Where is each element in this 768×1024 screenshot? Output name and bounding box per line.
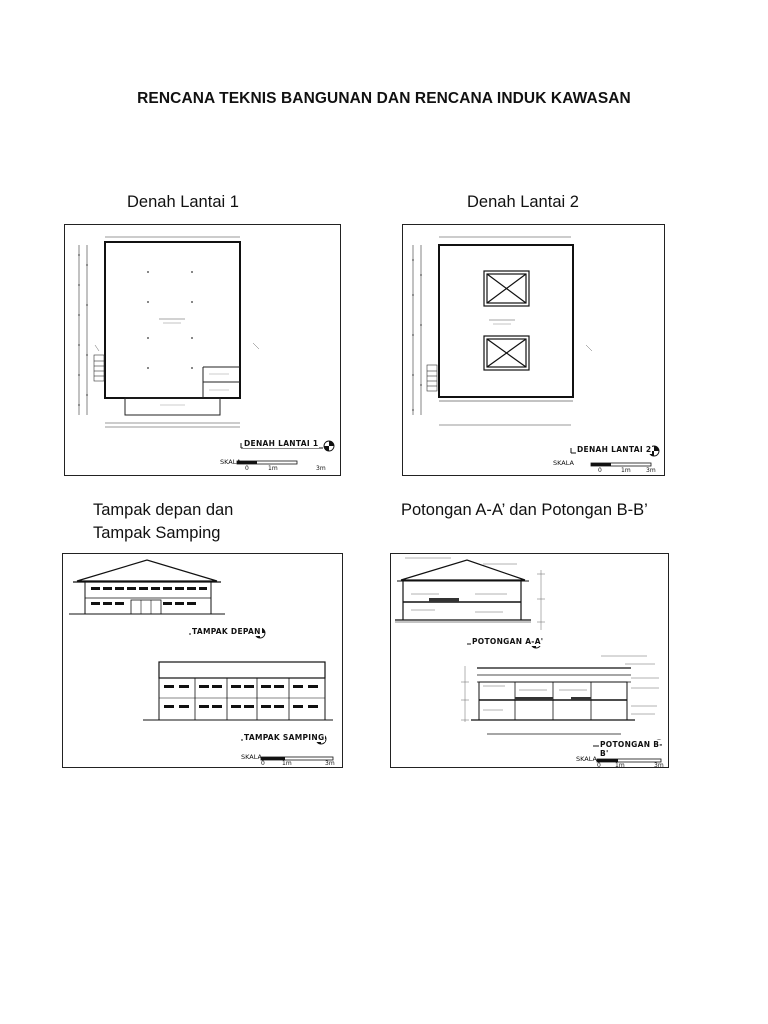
label-denah-lantai-2: DENAH LANTAI 2 (577, 445, 652, 454)
floor-plan-2-linework (403, 225, 666, 477)
scale-tick-1m-2: 1m (621, 467, 631, 474)
scale-tick-3m-3: 3m (325, 760, 335, 767)
scale-tick-3m-2: 3m (646, 467, 656, 474)
label-tampak-depan: TAMPAK DEPAN (192, 627, 261, 636)
scale-tick-1m-4: 1m (615, 762, 625, 769)
scale-tick-0-4: 0 (597, 762, 601, 769)
scale-tick-3m: 3m (316, 465, 326, 472)
drawing-tampak (62, 553, 343, 768)
caption-tampak-line-1: Tampak depan dan (93, 501, 234, 519)
scale-label-4: SKALA (576, 755, 597, 763)
caption-potongan: Potongan A-A’ dan Potongan B-B’ (401, 501, 648, 519)
drawing-denah-lantai-1 (64, 224, 341, 476)
label-denah-lantai-1: DENAH LANTAI 1 (244, 439, 319, 448)
caption-denah-lantai-1: Denah Lantai 1 (127, 193, 239, 211)
scale-label: SKALA (220, 458, 241, 466)
scale-tick-0-3: 0 (261, 760, 265, 767)
scale-tick-0: 0 (245, 465, 249, 472)
scale-label-3: SKALA (241, 753, 262, 761)
document-title: RENCANA TEKNIS BANGUNAN DAN RENCANA INDUK KAWASAN (137, 90, 631, 107)
drawing-denah-lantai-2 (402, 224, 665, 476)
scale-tick-0-2: 0 (598, 467, 602, 474)
label-tampak-samping: TAMPAK SAMPING (244, 733, 325, 742)
scale-tick-1m: 1m (268, 465, 278, 472)
drawing-potongan (390, 553, 669, 768)
label-potongan-aa: POTONGAN A-A' (472, 637, 544, 646)
scale-tick-1m-3: 1m (282, 760, 292, 767)
caption-denah-lantai-2: Denah Lantai 2 (467, 193, 579, 211)
label-potongan-bb: POTONGAN B-B' (599, 740, 668, 758)
scale-label-2: SKALA (553, 459, 574, 467)
section-linework (391, 554, 670, 769)
caption-tampak-line-2: Tampak Samping (93, 524, 221, 542)
scale-tick-3m-4: 3m (654, 762, 664, 769)
